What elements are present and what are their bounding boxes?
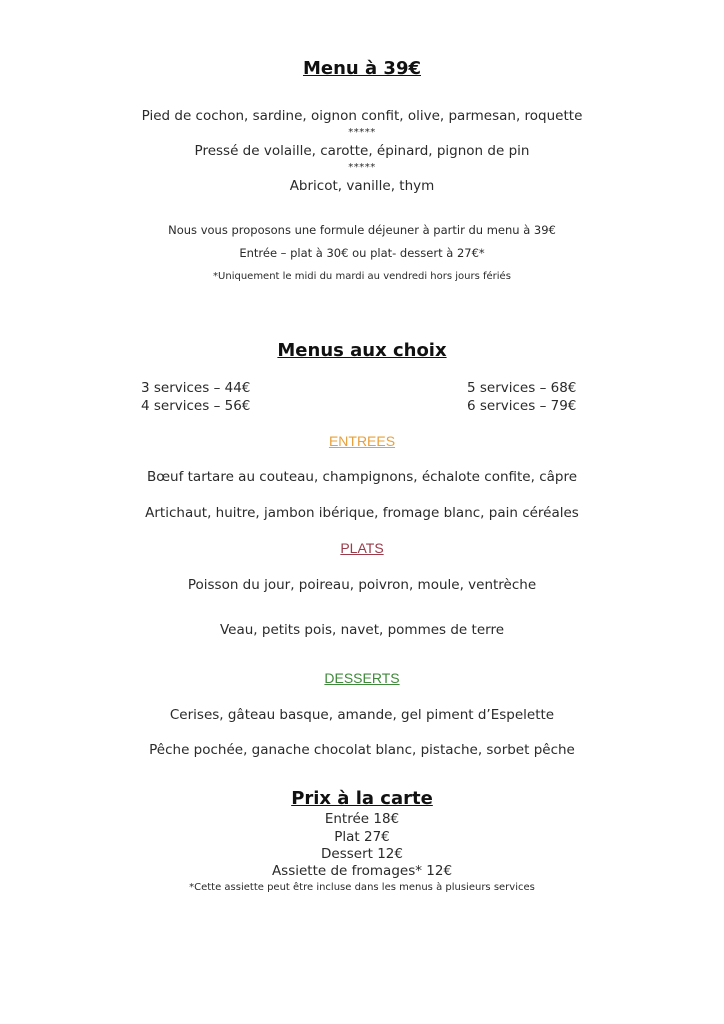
price-3-services: 3 services – 44€ xyxy=(141,380,251,396)
dessert-item: Cerises, gâteau basque, amande, gel piment d’Espelette xyxy=(169,707,555,723)
menu-39-separator: ***** xyxy=(348,127,376,138)
entrees-heading: ENTREES xyxy=(328,433,396,449)
menu-39-starter: Pied de cochon, sardine, oignon confit, olive, parmesan, roquette xyxy=(141,108,583,124)
menu-39-separator: ***** xyxy=(348,162,376,173)
plats-heading: PLATS xyxy=(340,540,384,556)
menu-39-main: Pressé de volaille, carotte, épinard, pignon de pin xyxy=(194,143,530,159)
price-5-services: 5 services – 68€ xyxy=(467,380,577,396)
desserts-heading: DESSERTS xyxy=(324,670,400,686)
menus-choix-title: Menus aux choix xyxy=(277,340,447,361)
entree-item: Artichaut, huitre, jambon ibérique, fromage blanc, pain céréales xyxy=(145,505,579,521)
carte-item: Dessert 12€ xyxy=(321,846,403,862)
lunch-offer: Nous vous proposons une formule déjeuner à partir du menu à 39€ xyxy=(168,223,556,237)
menu-39-title: Menu à 39€ xyxy=(302,58,421,79)
menu-39-dessert: Abricot, vanille, thym xyxy=(289,178,435,194)
carte-item: Assiette de fromages* 12€ xyxy=(271,863,453,879)
carte-note: *Cette assiette peut être incluse dans les menus à plusieurs services xyxy=(189,882,535,893)
plat-item: Veau, petits pois, navet, pommes de terre xyxy=(219,622,505,638)
plat-item: Poisson du jour, poireau, poivron, moule, ventrèche xyxy=(187,577,537,593)
carte-item: Plat 27€ xyxy=(334,829,390,845)
entree-item: Bœuf tartare au couteau, champignons, échalote confite, câpre xyxy=(146,469,578,485)
carte-title: Prix à la carte xyxy=(291,788,433,809)
price-4-services: 4 services – 56€ xyxy=(141,398,251,414)
carte-item: Entrée 18€ xyxy=(324,811,400,827)
dessert-item: Pêche pochée, ganache chocolat blanc, pistache, sorbet pêche xyxy=(149,742,575,758)
price-6-services: 6 services – 79€ xyxy=(467,398,577,414)
lunch-prices: Entrée – plat à 30€ ou plat- dessert à 27€* xyxy=(239,246,485,260)
lunch-note: *Uniquement le midi du mardi au vendredi hors jours fériés xyxy=(213,271,511,282)
